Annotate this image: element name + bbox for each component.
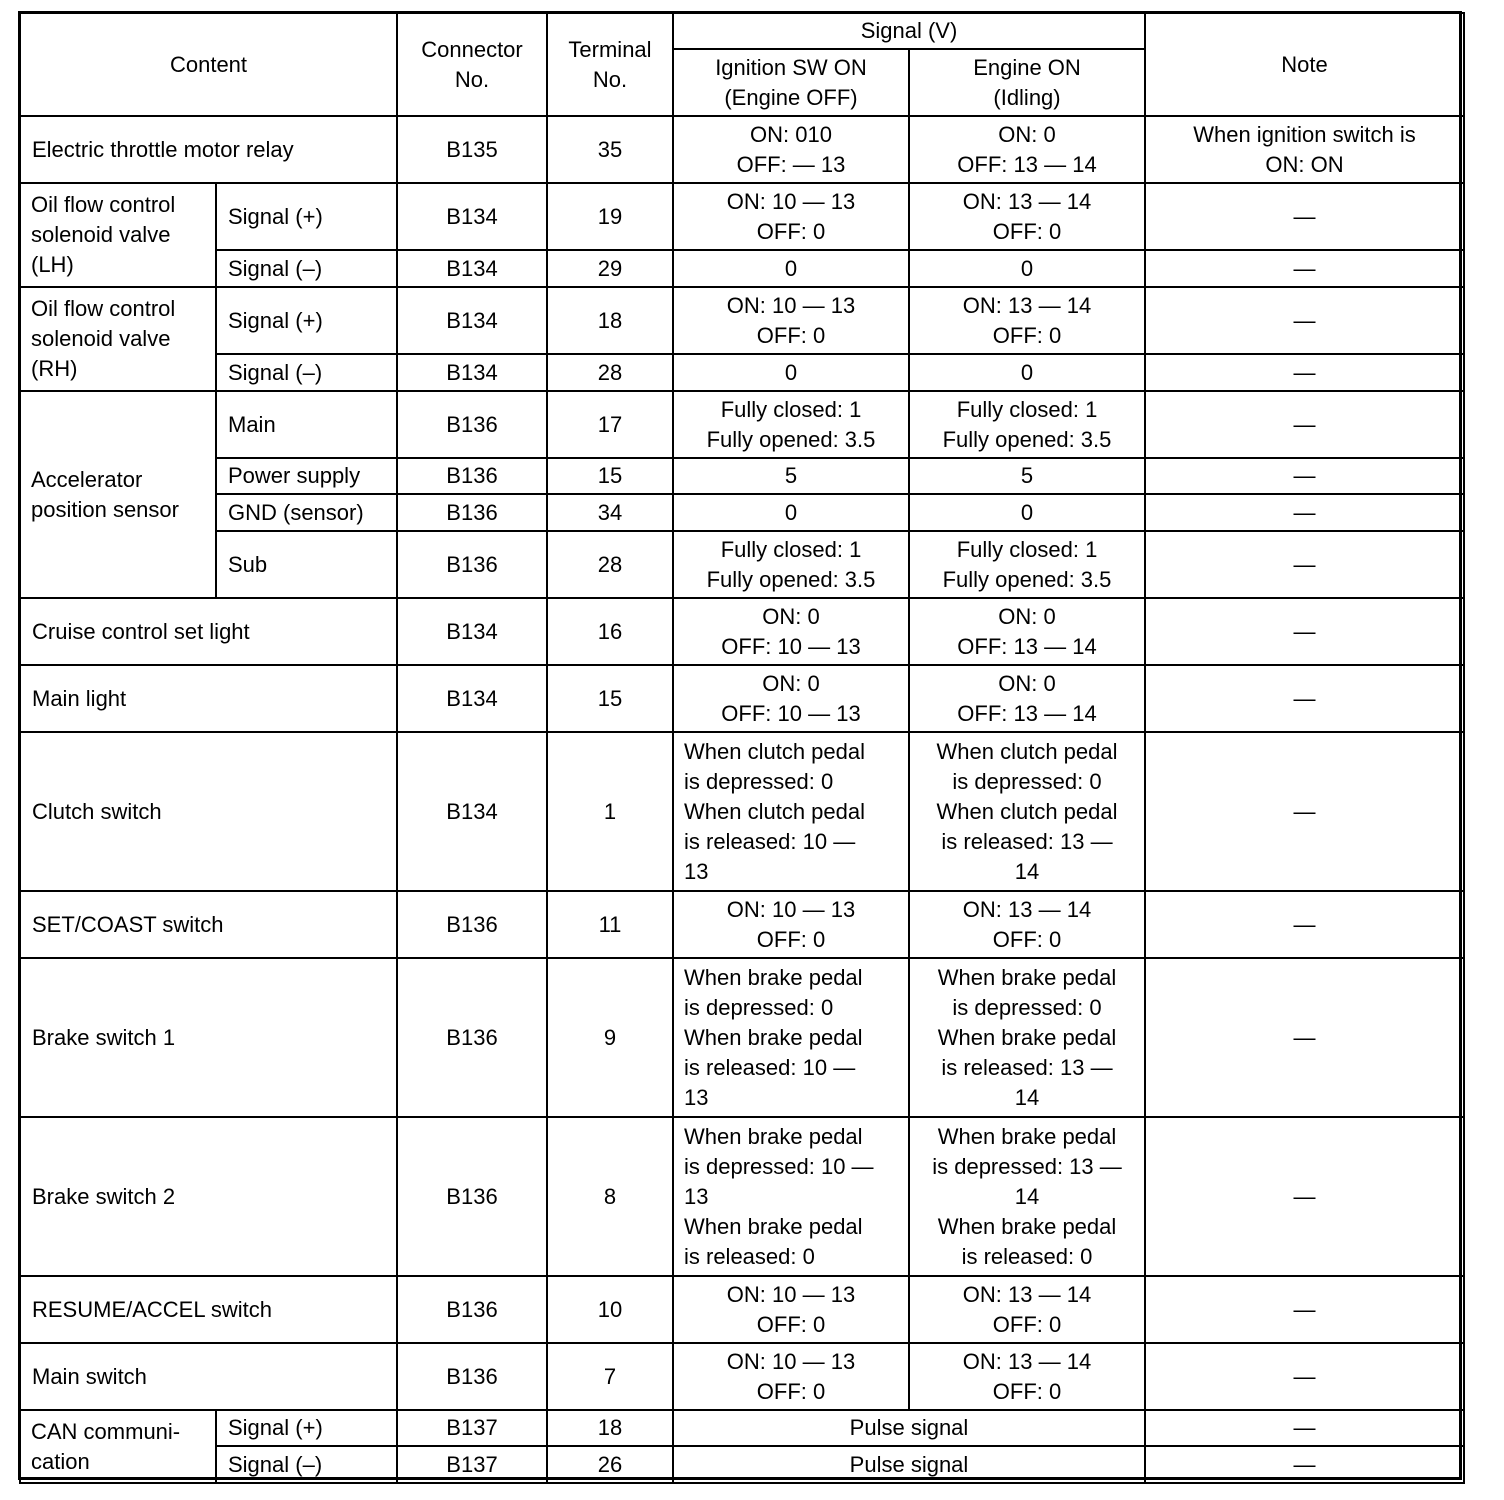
ignition-cell: ON: 10 — 13 OFF: 0 bbox=[673, 287, 909, 354]
engine-cell: ON: 13 — 14 OFF: 0 bbox=[909, 1343, 1145, 1410]
table-row bbox=[20, 531, 1464, 598]
ignition-cell: ON: 010 OFF: — 13 bbox=[673, 116, 909, 183]
content-cell: Main switch bbox=[20, 1343, 397, 1410]
terminal-cell: 8 bbox=[547, 1117, 673, 1276]
connector-cell: B136 bbox=[397, 958, 547, 1117]
connector-cell: B136 bbox=[397, 1343, 547, 1410]
engine-cell: ON: 13 — 14 OFF: 0 bbox=[909, 287, 1145, 354]
terminal-cell: 7 bbox=[547, 1343, 673, 1410]
table-row bbox=[20, 732, 1464, 891]
content-cell: Brake switch 2 bbox=[20, 1117, 397, 1276]
engine-cell: 5 bbox=[909, 458, 1145, 494]
header-row-1 bbox=[20, 13, 1464, 49]
engine-cell: When clutch pedal is depressed: 0 When clutch pedal is released: 13 — 14 bbox=[909, 732, 1145, 891]
note-cell: — bbox=[1145, 665, 1464, 732]
engine-cell: 0 bbox=[909, 250, 1145, 287]
terminal-cell: 1 bbox=[547, 732, 673, 891]
connector-cell: B135 bbox=[397, 116, 547, 183]
note-cell: — bbox=[1145, 287, 1464, 354]
table-row bbox=[20, 494, 1464, 531]
connector-cell: B134 bbox=[397, 598, 547, 665]
note-cell: — bbox=[1145, 494, 1464, 531]
note-cell: — bbox=[1145, 1446, 1464, 1483]
terminal-cell: 10 bbox=[547, 1276, 673, 1343]
sub-cell: Signal (+) bbox=[216, 1410, 397, 1446]
note-cell: — bbox=[1145, 250, 1464, 287]
sub-cell: Power supply bbox=[216, 458, 397, 494]
connector-cell: B134 bbox=[397, 354, 547, 391]
group-cell: Oil flow control solenoid valve (LH) bbox=[20, 183, 216, 287]
terminal-cell: 15 bbox=[547, 458, 673, 494]
signal-spec-table bbox=[19, 12, 1465, 1484]
terminal-cell: 26 bbox=[547, 1446, 673, 1483]
connector-cell: B136 bbox=[397, 891, 547, 958]
ignition-cell: ON: 10 — 13 OFF: 0 bbox=[673, 1276, 909, 1343]
header-content: Content bbox=[20, 13, 397, 116]
terminal-cell: 15 bbox=[547, 665, 673, 732]
table-row bbox=[20, 458, 1464, 494]
ignition-cell: ON: 0 OFF: 10 — 13 bbox=[673, 598, 909, 665]
header-connector: Connector No. bbox=[397, 13, 547, 116]
note-cell: — bbox=[1145, 891, 1464, 958]
note-cell: — bbox=[1145, 1117, 1464, 1276]
content-cell: Electric throttle motor relay bbox=[20, 116, 397, 183]
connector-cell: B136 bbox=[397, 494, 547, 531]
note-cell: — bbox=[1145, 1343, 1464, 1410]
engine-cell: 0 bbox=[909, 354, 1145, 391]
engine-cell: ON: 0 OFF: 13 — 14 bbox=[909, 598, 1145, 665]
signal-cell: Pulse signal bbox=[673, 1446, 1145, 1483]
sub-cell: Sub bbox=[216, 531, 397, 598]
ignition-cell: 5 bbox=[673, 458, 909, 494]
content-cell: Cruise control set light bbox=[20, 598, 397, 665]
terminal-cell: 35 bbox=[547, 116, 673, 183]
ignition-cell: 0 bbox=[673, 354, 909, 391]
content-cell: Main light bbox=[20, 665, 397, 732]
connector-cell: B136 bbox=[397, 458, 547, 494]
table-row bbox=[20, 1446, 1464, 1483]
sub-cell: Signal (+) bbox=[216, 183, 397, 250]
table-row bbox=[20, 1410, 1464, 1446]
table-row bbox=[20, 1343, 1464, 1410]
sub-cell: Signal (–) bbox=[216, 1446, 397, 1483]
terminal-cell: 34 bbox=[547, 494, 673, 531]
terminal-cell: 18 bbox=[547, 287, 673, 354]
ignition-cell: 0 bbox=[673, 250, 909, 287]
sub-cell: Signal (–) bbox=[216, 354, 397, 391]
table-row bbox=[20, 183, 1464, 250]
connector-cell: B136 bbox=[397, 531, 547, 598]
note-cell: — bbox=[1145, 354, 1464, 391]
note-cell: — bbox=[1145, 531, 1464, 598]
connector-cell: B137 bbox=[397, 1446, 547, 1483]
connector-cell: B134 bbox=[397, 665, 547, 732]
engine-cell: ON: 0 OFF: 13 — 14 bbox=[909, 665, 1145, 732]
terminal-cell: 29 bbox=[547, 250, 673, 287]
note-cell: — bbox=[1145, 1410, 1464, 1446]
signal-cell: Pulse signal bbox=[673, 1410, 1145, 1446]
ignition-cell: ON: 10 — 13 OFF: 0 bbox=[673, 1343, 909, 1410]
table-row bbox=[20, 354, 1464, 391]
table-row bbox=[20, 598, 1464, 665]
terminal-cell: 17 bbox=[547, 391, 673, 458]
content-cell: Clutch switch bbox=[20, 732, 397, 891]
engine-cell: Fully closed: 1 Fully opened: 3.5 bbox=[909, 391, 1145, 458]
group-cell: Accelerator position sensor bbox=[20, 391, 216, 598]
sub-cell: Main bbox=[216, 391, 397, 458]
engine-cell: ON: 13 — 14 OFF: 0 bbox=[909, 183, 1145, 250]
note-cell: — bbox=[1145, 183, 1464, 250]
ignition-cell: When clutch pedal is depressed: 0 When clutch pedal is released: 10 — 13 bbox=[673, 732, 909, 891]
table-row bbox=[20, 391, 1464, 458]
content-cell: RESUME/ACCEL switch bbox=[20, 1276, 397, 1343]
connector-cell: B134 bbox=[397, 183, 547, 250]
terminal-cell: 16 bbox=[547, 598, 673, 665]
terminal-cell: 9 bbox=[547, 958, 673, 1117]
ignition-cell: 0 bbox=[673, 494, 909, 531]
note-cell: — bbox=[1145, 732, 1464, 891]
sub-cell: GND (sensor) bbox=[216, 494, 397, 531]
header-engine: Engine ON (Idling) bbox=[909, 49, 1145, 116]
table-row bbox=[20, 287, 1464, 354]
connector-cell: B134 bbox=[397, 250, 547, 287]
table-row bbox=[20, 665, 1464, 732]
content-cell: SET/COAST switch bbox=[20, 891, 397, 958]
terminal-cell: 19 bbox=[547, 183, 673, 250]
terminal-cell: 28 bbox=[547, 354, 673, 391]
connector-cell: B136 bbox=[397, 391, 547, 458]
ignition-cell: When brake pedal is depressed: 0 When brake pedal is released: 10 — 13 bbox=[673, 958, 909, 1117]
ignition-cell: Fully closed: 1 Fully opened: 3.5 bbox=[673, 531, 909, 598]
engine-cell: ON: 0 OFF: 13 — 14 bbox=[909, 116, 1145, 183]
engine-cell: ON: 13 — 14 OFF: 0 bbox=[909, 1276, 1145, 1343]
engine-cell: When brake pedal is depressed: 0 When brake pedal is released: 13 — 14 bbox=[909, 958, 1145, 1117]
note-cell: — bbox=[1145, 1276, 1464, 1343]
note-cell: — bbox=[1145, 458, 1464, 494]
header-terminal: Terminal No. bbox=[547, 13, 673, 116]
note-cell: When ignition switch is ON: ON bbox=[1145, 116, 1464, 183]
header-signal: Signal (V) bbox=[673, 13, 1145, 49]
group-cell: Oil flow control solenoid valve (RH) bbox=[20, 287, 216, 391]
content-cell: Brake switch 1 bbox=[20, 958, 397, 1117]
ignition-cell: Fully closed: 1 Fully opened: 3.5 bbox=[673, 391, 909, 458]
table-row bbox=[20, 1117, 1464, 1276]
sub-cell: Signal (–) bbox=[216, 250, 397, 287]
connector-cell: B136 bbox=[397, 1117, 547, 1276]
table-row bbox=[20, 250, 1464, 287]
terminal-cell: 28 bbox=[547, 531, 673, 598]
ignition-cell: ON: 0 OFF: 10 — 13 bbox=[673, 665, 909, 732]
terminal-cell: 11 bbox=[547, 891, 673, 958]
terminal-cell: 18 bbox=[547, 1410, 673, 1446]
header-note: Note bbox=[1145, 13, 1464, 116]
note-cell: — bbox=[1145, 598, 1464, 665]
sub-cell: Signal (+) bbox=[216, 287, 397, 354]
connector-cell: B136 bbox=[397, 1276, 547, 1343]
engine-cell: Fully closed: 1 Fully opened: 3.5 bbox=[909, 531, 1145, 598]
table-row bbox=[20, 1276, 1464, 1343]
note-cell: — bbox=[1145, 958, 1464, 1117]
note-cell: — bbox=[1145, 391, 1464, 458]
table-row bbox=[20, 891, 1464, 958]
ignition-cell: ON: 10 — 13 OFF: 0 bbox=[673, 891, 909, 958]
header-ignition: Ignition SW ON (Engine OFF) bbox=[673, 49, 909, 116]
table-row bbox=[20, 958, 1464, 1117]
connector-cell: B134 bbox=[397, 732, 547, 891]
connector-cell: B137 bbox=[397, 1410, 547, 1446]
engine-cell: 0 bbox=[909, 494, 1145, 531]
ignition-cell: ON: 10 — 13 OFF: 0 bbox=[673, 183, 909, 250]
table-row bbox=[20, 116, 1464, 183]
ignition-cell: When brake pedal is depressed: 10 — 13 When brake pedal is released: 0 bbox=[673, 1117, 909, 1276]
connector-cell: B134 bbox=[397, 287, 547, 354]
engine-cell: When brake pedal is depressed: 13 — 14 When brake pedal is released: 0 bbox=[909, 1117, 1145, 1276]
group-cell: CAN communi- cation bbox=[20, 1410, 216, 1483]
engine-cell: ON: 13 — 14 OFF: 0 bbox=[909, 891, 1145, 958]
